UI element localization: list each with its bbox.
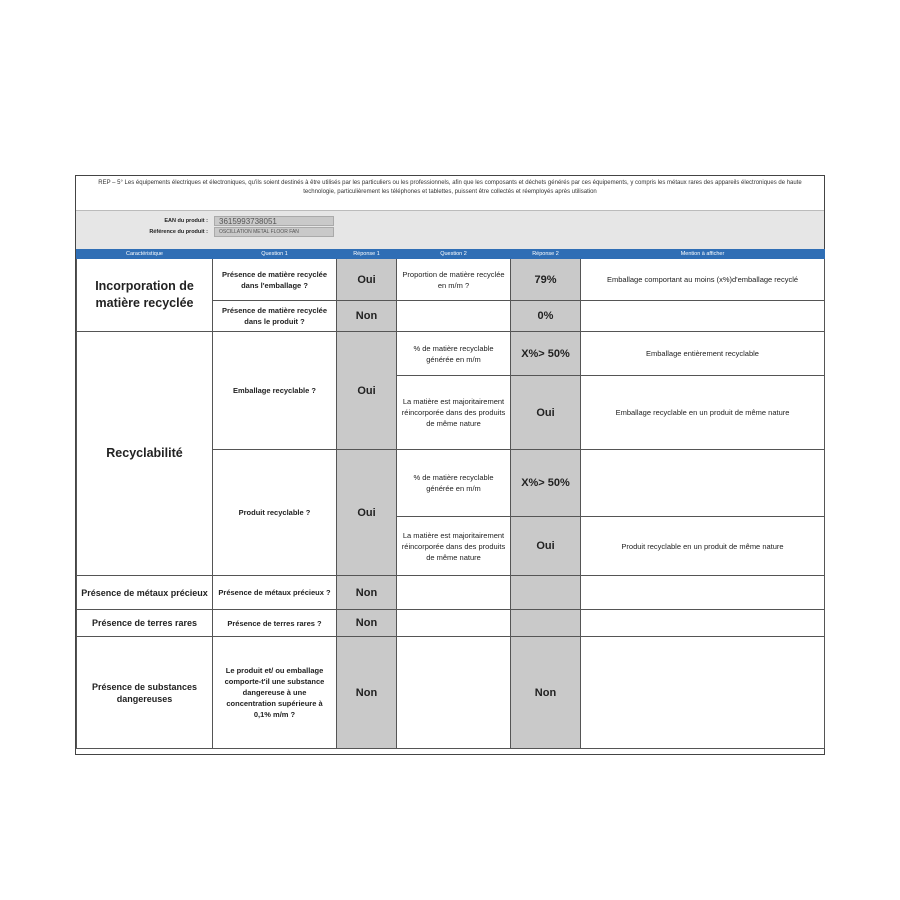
question2-emballage-pourcentage: % de matière recyclable générée en m/m bbox=[397, 332, 511, 376]
question2-proportion-recyclee: Proportion de matière recyclée en m/m ? bbox=[397, 259, 511, 301]
header-reponse1: Réponse 1 bbox=[337, 250, 397, 259]
header-reponse2: Réponse 2 bbox=[511, 250, 581, 259]
category-metaux-precieux: Présence de métaux précieux bbox=[77, 576, 213, 610]
header-question2: Question 2 bbox=[397, 250, 511, 259]
question2-empty bbox=[397, 637, 511, 749]
question1-substances-dangereuses: Le produit et/ ou emballage comporte-t'il une substance dangereuse à une concentration supérieure à 0,1% m/m ? bbox=[213, 637, 337, 749]
mention-empty bbox=[581, 637, 825, 749]
mention-empty bbox=[581, 450, 825, 517]
table-header-row bbox=[77, 250, 825, 259]
reponse1-metaux-precieux: Non bbox=[337, 576, 397, 610]
question1-terres-rares: Présence de terres rares ? bbox=[213, 610, 337, 637]
reponse2-emballage-pourcentage: X%> 50% bbox=[511, 332, 581, 376]
question1-metaux-precieux: Présence de métaux précieux ? bbox=[213, 576, 337, 610]
intro-text: REP – 5° Les équipements électriques et électroniques, qu'ils soient destinés à être utilisés par les particuliers ou les professionnels, afin que les composants et déchets générés par ces équipements, y compris les métaux rares des appareils électroniques de haute technologie, particulièrement les téléphones et tablettes, puissent être collectés et réemployés après utilisation bbox=[98, 180, 802, 195]
question2-empty bbox=[397, 301, 511, 332]
criteria-table bbox=[76, 249, 825, 749]
question1-emballage-recyclable: Emballage recyclable ? bbox=[213, 332, 337, 450]
product-information-sheet bbox=[75, 175, 825, 755]
reponse1-emballage-recycle: Oui bbox=[337, 259, 397, 301]
category-incorporation: Incorporation de matière recyclée bbox=[77, 259, 213, 332]
header-caracteristique: Caractéristique bbox=[77, 250, 213, 259]
reponse2-empty bbox=[511, 576, 581, 610]
table-row bbox=[77, 637, 825, 749]
header-question1: Question 1 bbox=[213, 250, 337, 259]
reponse2-produit-pourcentage: X%> 50% bbox=[511, 450, 581, 517]
mention-empty bbox=[581, 301, 825, 332]
ean-label: EAN du produit : bbox=[164, 218, 208, 224]
mention-empty bbox=[581, 576, 825, 610]
reponse1-emballage-recyclable: Oui bbox=[337, 332, 397, 450]
table-row bbox=[77, 332, 825, 376]
question2-emballage-reincorporee: La matière est majoritairement réincorporée dans des produits de même nature bbox=[397, 376, 511, 450]
reponse1-terres-rares: Non bbox=[337, 610, 397, 637]
reponse2-substances-dangereuses: Non bbox=[511, 637, 581, 749]
mention-produit-meme-nature: Produit recyclable en un produit de même nature bbox=[581, 517, 825, 576]
question2-empty bbox=[397, 576, 511, 610]
question2-empty bbox=[397, 610, 511, 637]
question1-produit-recycle: Présence de matière recyclée dans le produit ? bbox=[213, 301, 337, 332]
reference-label: Référence du produit : bbox=[149, 229, 208, 235]
reponse1-substances-dangereuses: Non bbox=[337, 637, 397, 749]
reponse2-empty bbox=[511, 610, 581, 637]
reference-value: OSCILLATION METAL FLOOR FAN bbox=[214, 227, 334, 237]
reponse2-emballage-reincorporee: Oui bbox=[511, 376, 581, 450]
reponse1-produit-recyclable: Oui bbox=[337, 450, 397, 576]
header-mention: Mention à afficher bbox=[581, 250, 825, 259]
product-identification bbox=[76, 210, 824, 249]
question1-emballage-recycle: Présence de matière recyclée dans l'emballage ? bbox=[213, 259, 337, 301]
reponse1-produit-recycle: Non bbox=[337, 301, 397, 332]
category-substances-dangereuses: Présence de substances dangereuses bbox=[77, 637, 213, 749]
reponse2-produit-reincorporee: Oui bbox=[511, 517, 581, 576]
category-recyclabilite: Recyclabilité bbox=[77, 332, 213, 576]
question1-produit-recyclable: Produit recyclable ? bbox=[213, 450, 337, 576]
reponse2-proportion-recyclee: 79% bbox=[511, 259, 581, 301]
mention-emballage-recycle: Emballage comportant au moins (x%)d'emballage recyclé bbox=[581, 259, 825, 301]
table-row bbox=[77, 259, 825, 301]
question2-produit-pourcentage: % de matière recyclable générée en m/m bbox=[397, 450, 511, 517]
mention-emballage-recyclable: Emballage entièrement recyclable bbox=[581, 332, 825, 376]
table-row bbox=[77, 576, 825, 610]
table-row bbox=[77, 610, 825, 637]
mention-empty bbox=[581, 610, 825, 637]
mention-emballage-meme-nature: Emballage recyclable en un produit de même nature bbox=[581, 376, 825, 450]
ean-value: 3615993738051 bbox=[214, 216, 334, 226]
category-terres-rares: Présence de terres rares bbox=[77, 610, 213, 637]
reponse2-produit-recycle: 0% bbox=[511, 301, 581, 332]
question2-produit-reincorporee: La matière est majoritairement réincorporée dans des produits de même nature bbox=[397, 517, 511, 576]
